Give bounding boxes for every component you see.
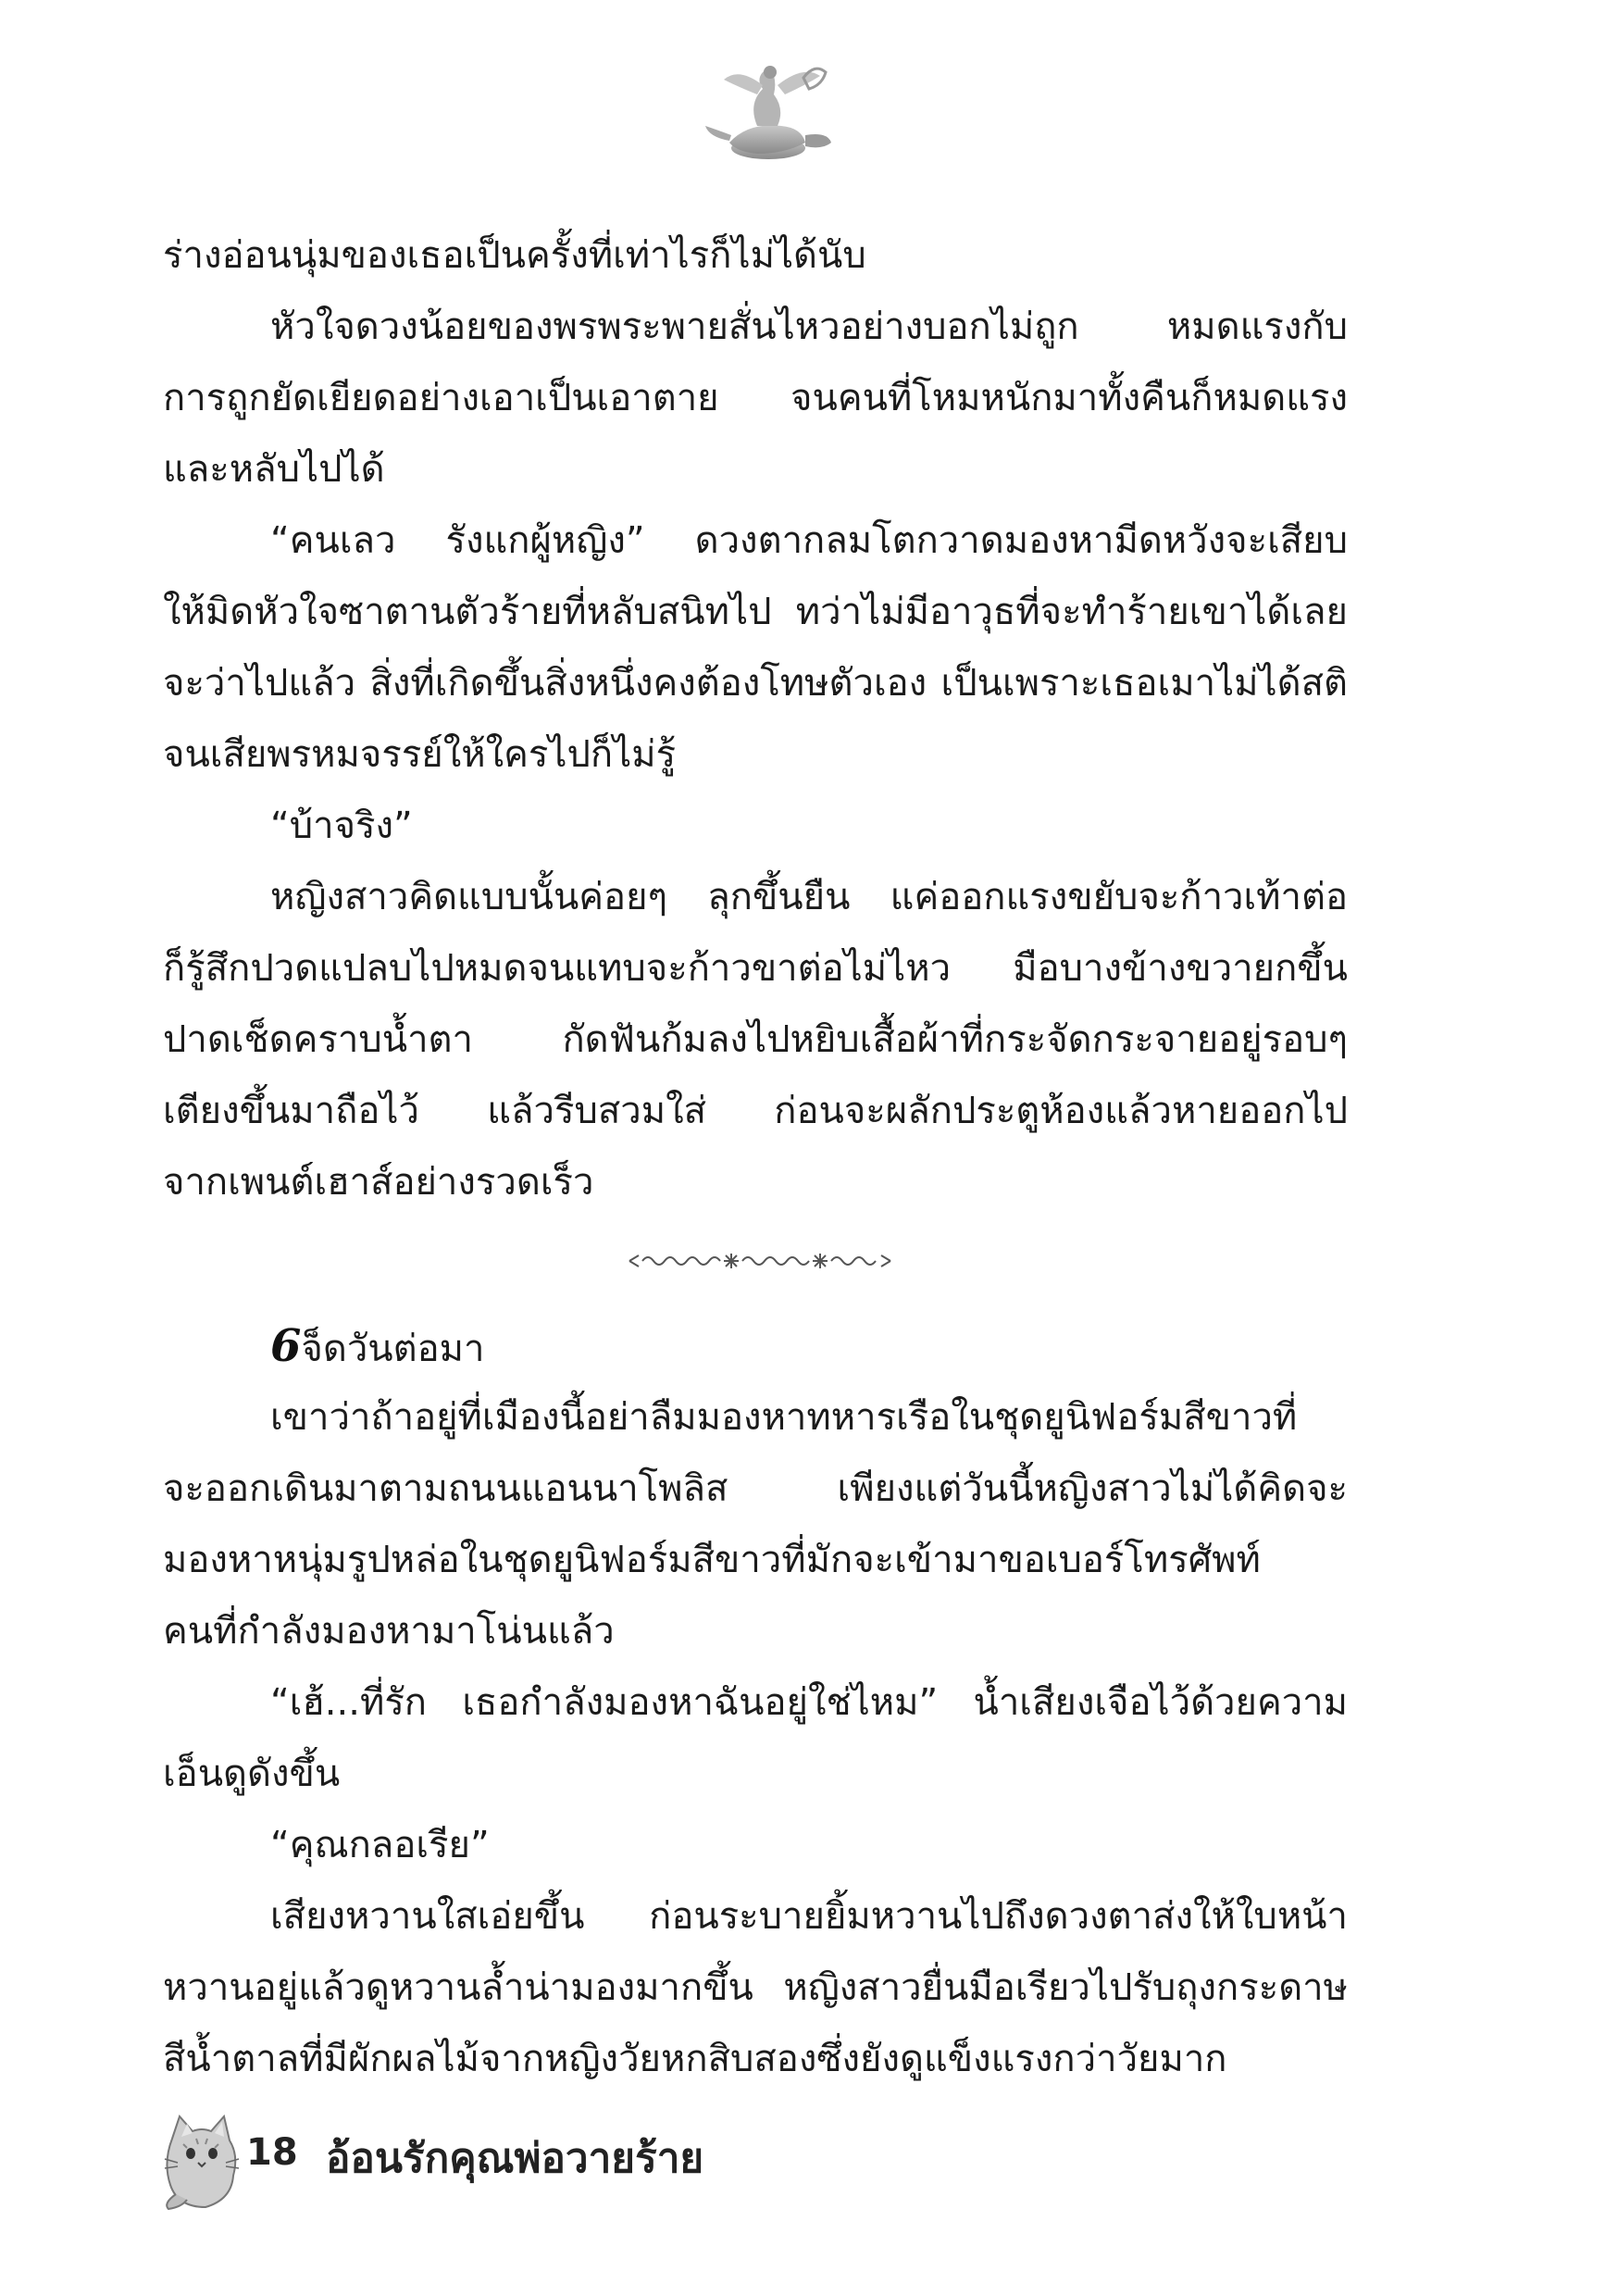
scene-divider (163, 1218, 1348, 1311)
text-line: ปาดเช็ดคราบน้ำตา กัดฟันก้มลงไปหยิบเสื้อผ้าที่กระจัดกระจายอยู่รอบๆ (163, 1018, 1348, 1061)
text-line: สีน้ำตาลที่มีผักผลไม้จากหญิงวัยหกสิบสองซึ่งยังดูแข็งแรงกว่าวัยมาก (163, 2038, 1227, 2080)
text-line: “บ้าจริง” (270, 805, 413, 847)
text-line: จากเพนต์เฮาส์อย่างรวดเร็ว (163, 1161, 594, 1204)
text-line: หญิงสาวคิดแบบนั้นค่อยๆ ลุกขึ้นยืน แค่ออกแรงขยับจะก้าวเท้าต่อ (270, 876, 1348, 918)
drop-cap-rest: จ็ดวันต่อมา (301, 1328, 485, 1370)
text-line: และหลับไปได้ (163, 448, 385, 491)
page-footer (159, 2111, 992, 2213)
text-line: ก็รู้สึกปวดแปลบไปหมดจนแทบจะก้าวขาต่อไม่ไหว มือบางข้างขวายกขึ้น (163, 947, 1348, 990)
text-line: การถูกยัดเยียดอย่างเอาเป็นเอาตาย จนคนที่โหมหนักมาทั้งคืนก็หมดแรง (163, 377, 1348, 419)
text-line: ให้มิดหัวใจซาตานตัวร้ายที่หลับสนิทไป ทว่าไม่มีอาวุธที่จะทำร้ายเขาได้เลย (163, 591, 1348, 633)
drop-cap: 6 (270, 1320, 302, 1372)
page-number: 18 (246, 2131, 298, 2174)
text-line: จะออกเดินมาตามถนนแอนนาโพลิส เพียงแต่วันนี้หญิงสาวไม่ได้คิดจะ (163, 1467, 1348, 1510)
text-line: เสียงหวานใสเอ่ยขึ้น ก่อนระบายยิ้มหวานไปถึงดวงตาส่งให้ใบหน้า (270, 1895, 1348, 1938)
text-line: “คนเลว รังแกผู้หญิง” ดวงตากลมโตกวาดมองหามีดหวังจะเสียบ (270, 519, 1348, 562)
chapter-opening-line (163, 1311, 1348, 1382)
text-line: ร่างอ่อนนุ่มของเธอเป็นครั้งที่เท่าไรก็ไม่ได้นับ (163, 234, 866, 277)
cat-icon (159, 2111, 244, 2211)
text-line: เตียงขึ้นมาถือไว้ แล้วรีบสวมใส่ ก่อนจะผลักประตูห้องแล้วหายออกไป (163, 1090, 1348, 1132)
book-title: อ้อนรักคุณพ่อวายร้าย (326, 2135, 704, 2182)
text-line: จนเสียพรหมจรรย์ให้ใครไปก็ไม่รู้ (163, 733, 677, 776)
lamp-ornament-icon (692, 57, 840, 167)
text-line: เอ็นดูดังขึ้น (163, 1753, 341, 1795)
text-line: หวานอยู่แล้วดูหวานล้ำน่ามองมากขึ้น หญิงสาวยื่นมือเรียวไปรับถุงกระดาษ (163, 1966, 1348, 2009)
text-line: “คุณกลอเรีย” (270, 1824, 490, 1866)
ornamental-divider-icon (626, 1244, 894, 1278)
text-line: “เฮ้...ที่รัก เธอกำลังมองหาฉันอยู่ใช่ไหม” น้ำเสียงเจือไว้ด้วยความ (270, 1681, 1348, 1724)
text-line: หัวใจดวงน้อยของพรพระพายสั่นไหวอย่างบอกไม่ถูก หมดแรงกับ (270, 306, 1348, 348)
text-line: มองหาหนุ่มรูปหล่อในชุดยูนิฟอร์มสีขาวที่มักจะเข้ามาขอเบอร์โทรศัพท์ (163, 1539, 1261, 1581)
body-text (163, 220, 1348, 2095)
text-line: เขาว่าถ้าอยู่ที่เมืองนี้อย่าลืมมองหาทหารเรือในชุดยูนิฟอร์มสีขาวที่ (270, 1396, 1298, 1439)
text-line: คนที่กำลังมองหามาโน่นแล้ว (163, 1610, 615, 1653)
text-line: จะว่าไปแล้ว สิ่งที่เกิดขึ้นสิ่งหนึ่งคงต้องโทษตัวเอง เป็นเพราะเธอเมาไม่ได้สติ (163, 662, 1348, 705)
